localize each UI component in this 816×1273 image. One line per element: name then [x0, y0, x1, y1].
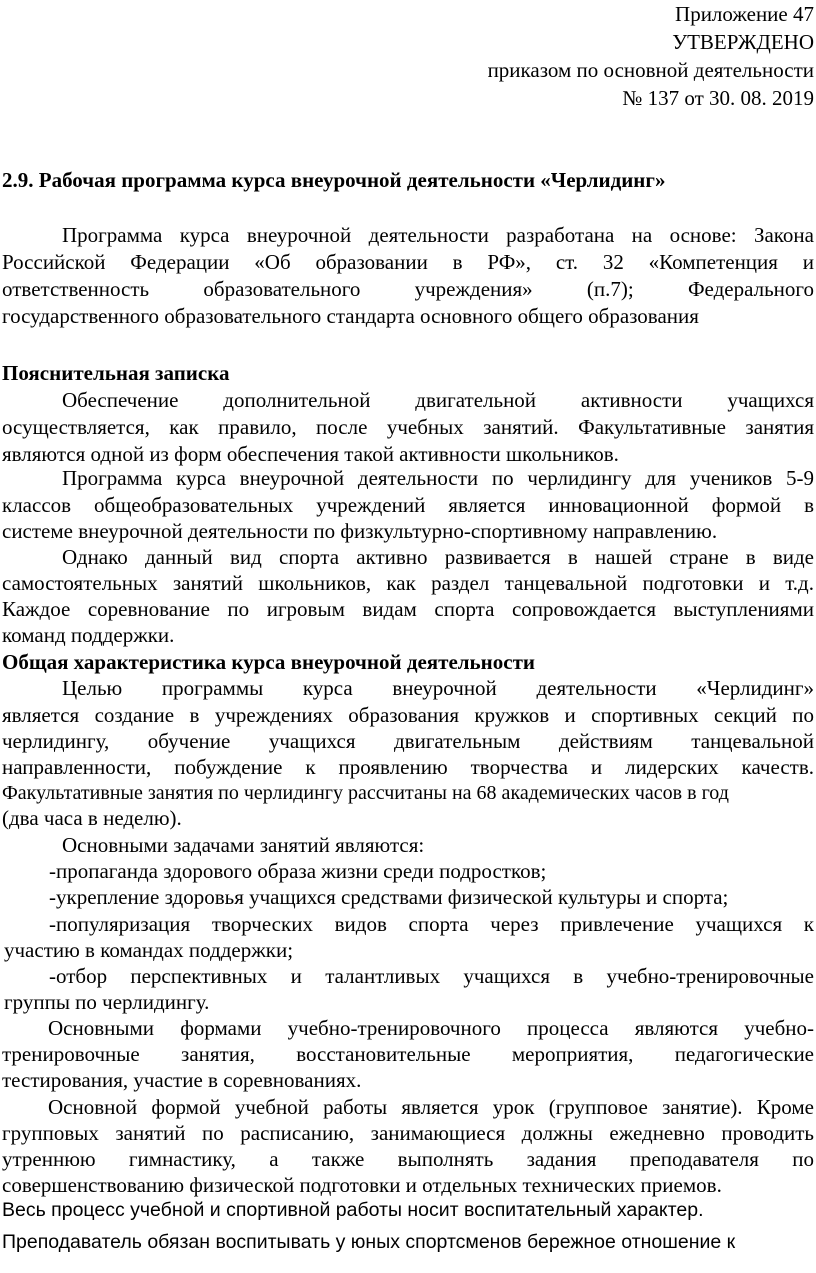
appendix-number: Приложение 47: [675, 2, 814, 26]
intro-line: государственного образовательного стандарта основного общего образования: [2, 304, 699, 328]
paragraph-line: осуществляется, как правило, после учебных занятий. Факультативные занятия: [2, 415, 814, 439]
intro-line: Программа курса внеурочной деятельности разработана на основе: Закона: [62, 223, 814, 247]
intro-line: ответственность образовательного учреждения» (п.7); Федерального: [2, 277, 814, 301]
paragraph-line: групповых занятий по расписанию, занимающиеся должны ежедневно проводить: [2, 1121, 814, 1145]
intro-line: Российской Федерации «Об образовании в РФ», ст. 32 «Компетенция и: [2, 250, 814, 274]
section-title: 2.9. Рабочая программа курса внеурочной деятельности «Черлидинг»: [2, 168, 666, 192]
paragraph-line: самостоятельных занятий школьников, как раздел танцевальной подготовки и т.д.: [2, 571, 814, 595]
general-heading: Общая характеристика курса внеурочной деятельности: [2, 650, 535, 674]
paragraph-line: направленности, побуждение к проявлению творчества и лидерских качеств.: [2, 755, 814, 779]
approved-label: УТВЕРЖДЕНО: [672, 30, 814, 54]
paragraph-line: Однако данный вид спорта активно развивается в нашей стране в виде: [62, 545, 814, 569]
closing-line: Весь процесс учебной и спортивной работы носит воспитательный характер.: [2, 1199, 704, 1221]
paragraph-line: Каждое соревнование по игровым видам спорта сопровождается выступлениями: [2, 597, 814, 621]
explanatory-heading: Пояснительная записка: [2, 361, 230, 385]
paragraph-line: утреннюю гимнастику, а также выполнять задания преподавателя по: [2, 1147, 814, 1171]
paragraph-line: совершенствованию физической подготовки и отдельных технических приемов.: [2, 1173, 722, 1197]
paragraph-line: системе внеурочной деятельности по физкультурно-спортивному направлению.: [2, 519, 718, 543]
order-number-date: № 137 от 30. 08. 2019: [622, 86, 814, 110]
paragraph-line: тестирования, участие в соревнованиях.: [2, 1068, 362, 1092]
paragraph-line: Основными формами учебно-тренировочного процесса являются учебно-: [48, 1016, 814, 1040]
approval-header: [488, 0, 814, 112]
task-item: -пропаганда здорового образа жизни среди подростков;: [49, 859, 547, 883]
paragraph-line: тренировочные занятия, восстановительные мероприятия, педагогические: [2, 1042, 814, 1066]
task-item: -популяризация творческих видов спорта через привлечение учащихся к: [49, 912, 814, 936]
task-item: участию в командах поддержки;: [4, 938, 294, 962]
paragraph-line: Обеспечение дополнительной двигательной активности учащихся: [62, 388, 814, 412]
paragraph-line: Целью программы курса внеурочной деятельности «Черлидинг»: [62, 676, 814, 700]
task-item: группы по черлидингу.: [4, 990, 210, 1014]
paragraph-line: черлидингу, обучение учащихся двигательным действиям танцевальной: [2, 729, 814, 753]
paragraph-line: Факультативные занятия по черлидингу рассчитаны на 68 академических часов в год: [2, 782, 729, 804]
order-description: приказом по основной деятельности: [487, 58, 814, 82]
paragraph-line: является создание в учреждениях образования кружков и спортивных секций по: [2, 703, 814, 727]
paragraph-line: команд поддержки.: [2, 623, 175, 647]
paragraph-line: Основной формой учебной работы является урок (групповое занятие). Кроме: [48, 1095, 814, 1119]
task-item: -укрепление здоровья учащихся средствами физической культуры и спорта;: [49, 885, 729, 909]
task-item: -отбор перспективных и талантливых учащихся в учебно-тренировочные: [49, 964, 814, 988]
paragraph-line: являются одной из форм обеспечения такой активности школьников.: [2, 442, 619, 466]
closing-line: Преподаватель обязан воспитывать у юных спортсменов бережное отношение к: [2, 1231, 736, 1253]
paragraph-line: классов общеобразовательных учреждений является инновационной формой в: [2, 493, 814, 517]
paragraph-line: (два часа в неделю).: [2, 806, 182, 830]
paragraph-line: Основными задачами занятий являются:: [62, 833, 425, 857]
paragraph-line: Программа курса внеурочной деятельности по черлидингу для учеников 5-9: [62, 466, 814, 490]
